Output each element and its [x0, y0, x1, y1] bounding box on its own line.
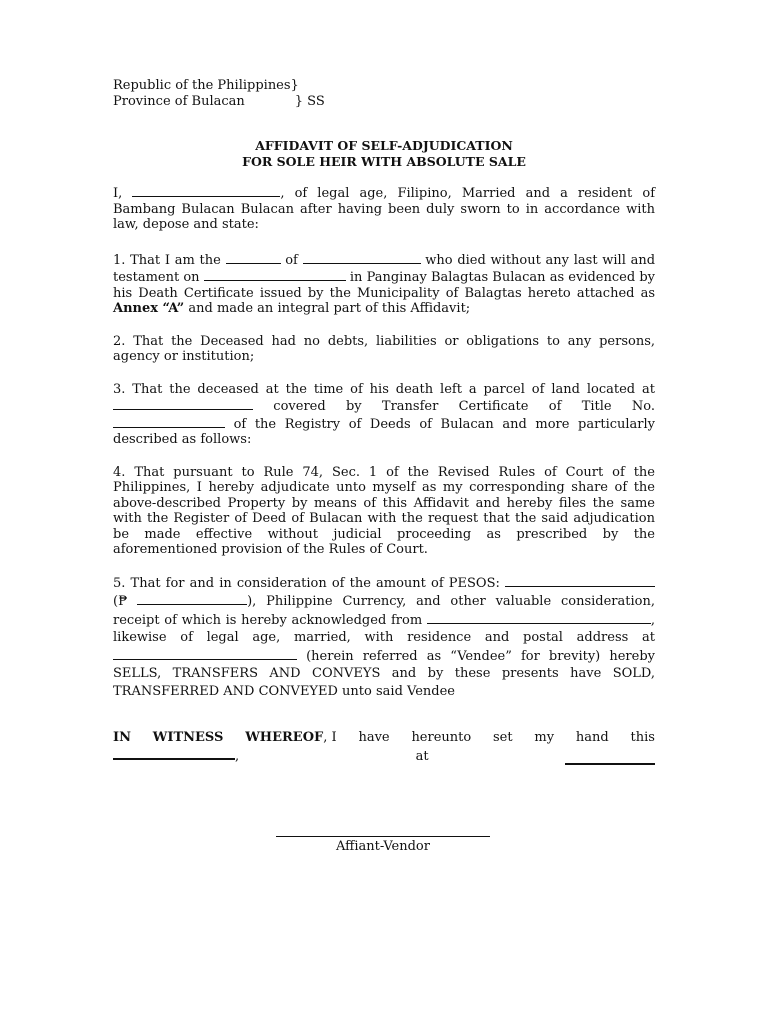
- relationship-blank[interactable]: [226, 251, 281, 264]
- para1-text-a: 1. That I am the: [113, 252, 226, 268]
- para5-text-e: (herein referred as “Vendee” for brevity) hereby SELLS, TRANSFERS AND CONVEYS and by these presents have SOLD, TRANSFERRED AND CONVEYED unto said Vendee: [113, 648, 655, 699]
- affidavit-document: [113, 78, 655, 765]
- witness-word-whereof: WHEREOF: [245, 730, 324, 745]
- witness-word-at: at: [415, 749, 429, 764]
- witness-word-hereunto: hereunto: [411, 730, 472, 745]
- venue-province-name: Province of Bulacan: [113, 93, 245, 109]
- witness-comma: ,: [235, 749, 240, 764]
- para3-text-a: 3. That the deceased at the time of his death left a parcel of land located at: [113, 381, 655, 397]
- vendee-name-blank[interactable]: [427, 611, 651, 624]
- signature-block: [276, 836, 490, 854]
- witness-word-hand: hand: [575, 730, 609, 745]
- paragraph-5: [113, 574, 655, 701]
- para5-text-d: , likewise of legal age, married, with residence and postal address at: [113, 612, 655, 645]
- venue-block: [113, 78, 655, 109]
- amount-words-blank[interactable]: [505, 574, 655, 587]
- witness-row-2: [113, 746, 655, 765]
- death-date-blank[interactable]: [204, 268, 346, 281]
- para3-text-c: of the Registry of Deeds of Bulacan and more particularly described as follows:: [113, 416, 655, 447]
- venue-province: [113, 94, 655, 110]
- witness-word-i: , I: [323, 730, 337, 745]
- witness-word-set: set: [493, 730, 513, 745]
- para1-text-c: who died without any last will and testament on: [113, 252, 656, 285]
- para1-text-b: of: [280, 252, 303, 268]
- signature-line[interactable]: [276, 836, 490, 837]
- witness-place-blank[interactable]: [565, 751, 655, 765]
- para5-text-a: 5. That for and in consideration of the amount of PESOS:: [113, 575, 505, 591]
- witness-whereof-group: [245, 730, 336, 746]
- title-line-2: FOR SOLE HEIR WITH ABSOLUTE SALE: [242, 153, 526, 169]
- para1-text-e: and made an integral part of this Affidavit;: [184, 301, 471, 316]
- witness-date-group: [113, 746, 239, 765]
- paragraph-1: [113, 251, 655, 317]
- para3-text-b: covered by Transfer Certificate of Title No.: [253, 399, 655, 414]
- paragraph-4: 4. That pursuant to Rule 74, Sec. 1 of the Revised Rules of Court of the Philippines, I hereby adjudicate unto myself as my corresponding share of the above-described Property by means of this Affidavit and hereby files the same with the Register of Deed of Bulacan with the request that the said adjudication be made effective without judicial proceeding as prescribed by the aforementioned provision of the Rules of Court.: [113, 464, 655, 557]
- para5-text-c: ), Philippine Currency, and other valuable consideration, receipt of which is hereby acknowledged from: [113, 594, 655, 628]
- paragraph-3: [113, 382, 655, 448]
- amount-figures-blank[interactable]: [137, 592, 247, 605]
- witness-word-witness: WITNESS: [152, 730, 224, 745]
- vendee-address-blank[interactable]: [113, 647, 297, 660]
- para5-text-b: (₱: [113, 594, 138, 609]
- witness-word-this: this: [630, 730, 655, 745]
- witness-word-my: my: [534, 730, 555, 745]
- venue-republic: Republic of the Philippines}: [113, 78, 299, 93]
- title-line-1: AFFIDAVIT OF SELF-ADJUDICATION: [255, 138, 513, 153]
- annex-label: Annex “A”: [113, 301, 185, 316]
- paragraph-2: 2. That the Deceased had no debts, liabilities or obligations to any persons, agency or institution;: [113, 333, 655, 364]
- witness-clause: [113, 730, 655, 765]
- witness-row-1: [113, 730, 655, 746]
- witness-date-blank[interactable]: [113, 746, 235, 760]
- deceased-name-blank[interactable]: [303, 251, 421, 264]
- venue-ss: } SS: [294, 93, 325, 109]
- intro-text-b: , of legal age, Filipino, Married and a resident of Bambang Bulacan Bulacan after having been duly sworn to in accordance with law, depose and state:: [113, 186, 655, 232]
- affiant-name-blank[interactable]: [132, 184, 280, 197]
- title-number-blank[interactable]: [113, 415, 225, 428]
- signature-label: Affiant-Vendor: [336, 839, 430, 854]
- para1-text-d: in Panginay Balagtas Bulacan as evidenced by his Death Certificate issued by the Municipality of Balagtas hereto attached as: [113, 270, 655, 301]
- land-location-blank[interactable]: [113, 397, 253, 410]
- intro-text-a: I,: [113, 186, 133, 201]
- intro-paragraph: [113, 184, 655, 233]
- witness-word-in: IN: [113, 730, 131, 745]
- document-title: [113, 138, 655, 169]
- witness-word-have: have: [358, 730, 390, 745]
